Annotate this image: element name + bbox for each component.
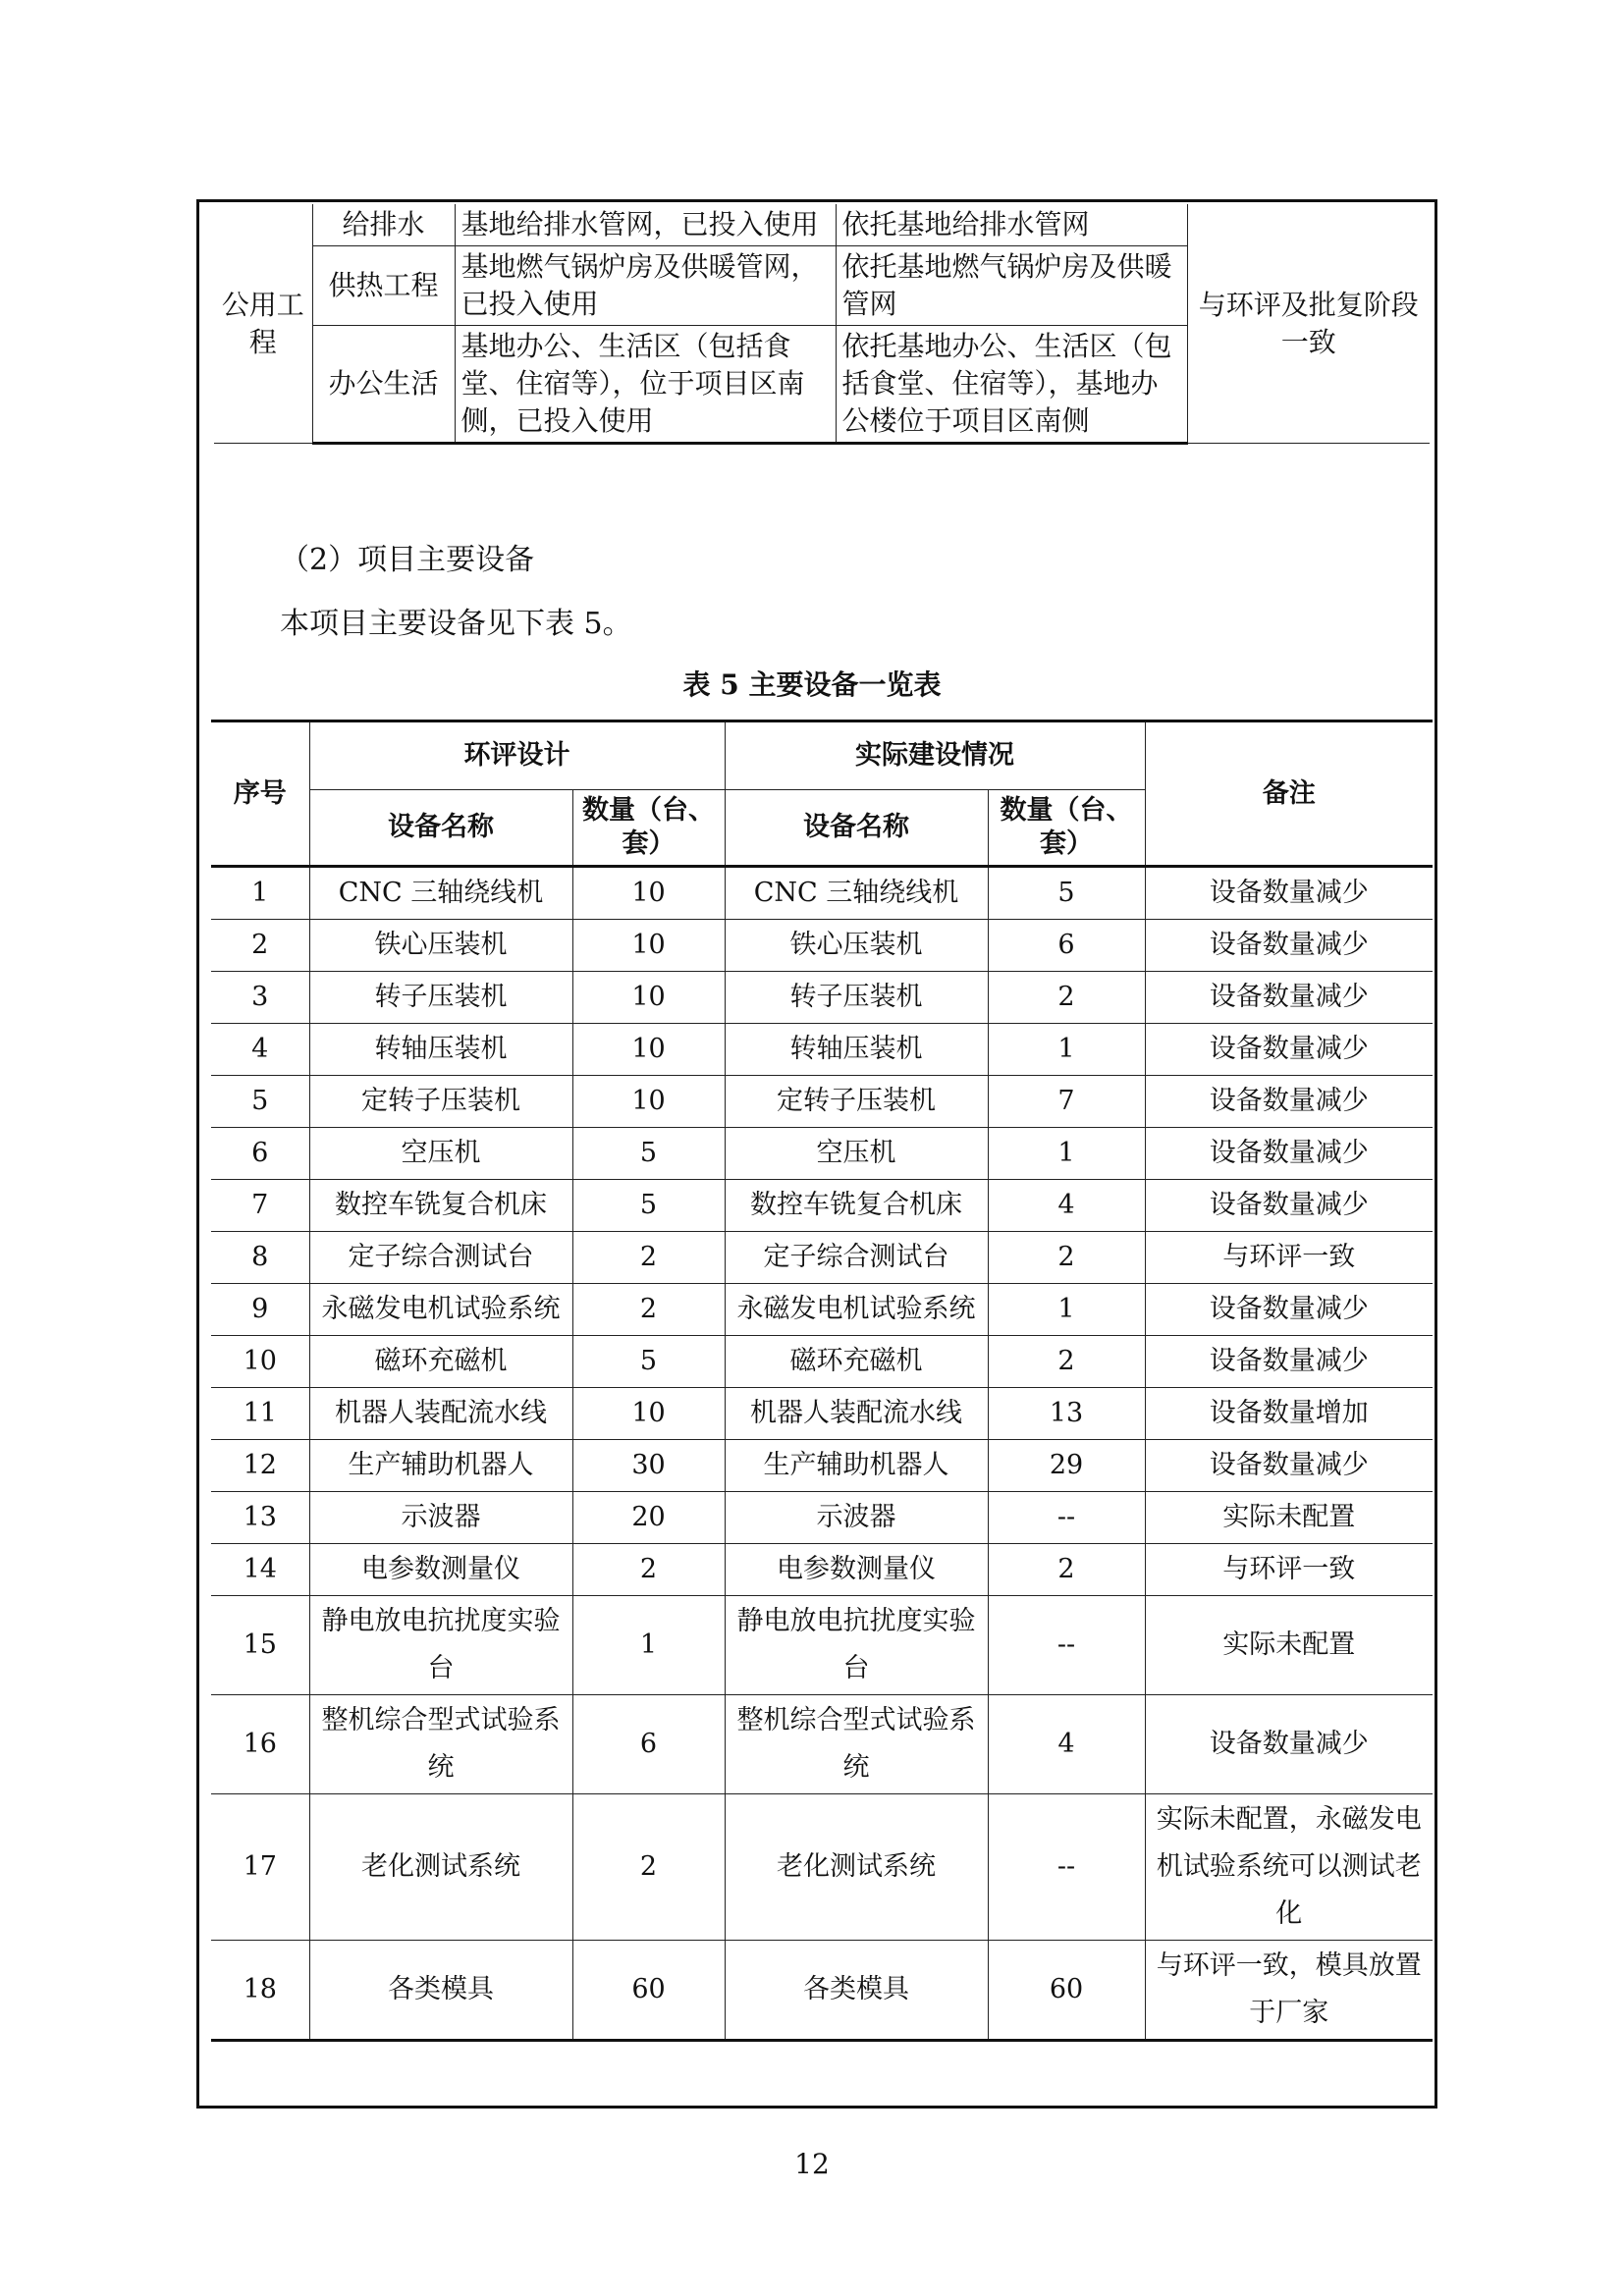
remark-cell: 与环评一致 [1145,1232,1433,1284]
actual-qty-cell: -- [988,1596,1145,1695]
remark-cell: 设备数量减少 [1145,1695,1433,1794]
actual-qty-cell: 5 [988,867,1145,920]
remark-cell: 设备数量减少 [1145,1024,1433,1076]
design-qty-cell: 2 [572,1232,725,1284]
remark-cell: 设备数量减少 [1145,1336,1433,1388]
remark-cell: 设备数量减少 [1145,920,1433,972]
design-qty-cell: 5 [572,1128,725,1180]
actual-qty-cell: 1 [988,1128,1145,1180]
actual-name-cell: 整机综合型式试验系统 [725,1695,988,1794]
actual-qty-cell: -- [988,1492,1145,1544]
remark-cell: 设备数量减少 [1145,1180,1433,1232]
item-cell: 办公生活 [312,326,455,444]
table-row [214,204,1430,246]
design-name-cell: 定转子压装机 [309,1076,572,1128]
actual-cell: 依托基地办公、生活区（包括食堂、住宿等），基地办公楼位于项目区南侧 [836,326,1187,444]
design-qty-cell: 2 [572,1544,725,1596]
actual-qty-cell: 60 [988,1941,1145,2041]
design-cell: 基地办公、生活区（包括食堂、住宿等），位于项目区南侧，已投入使用 [455,326,836,444]
remark-cell: 实际未配置 [1145,1492,1433,1544]
design-qty-cell: 10 [572,1076,725,1128]
design-name-cell: 永磁发电机试验系统 [309,1284,572,1336]
table-row [211,1596,1433,1695]
table-row [211,867,1433,920]
actual-qty-cell: 4 [988,1695,1145,1794]
seq-cell: 3 [211,972,309,1024]
header-design-name: 设备名称 [309,790,572,867]
actual-name-cell: 示波器 [725,1492,988,1544]
design-name-cell: CNC 三轴绕线机 [309,867,572,920]
design-name-cell: 各类模具 [309,1941,572,2041]
remark-cell: 实际未配置 [1145,1596,1433,1695]
actual-name-cell: 转子压装机 [725,972,988,1024]
remark-cell: 与环评一致，模具放置于厂家 [1145,1941,1433,2041]
seq-cell: 8 [211,1232,309,1284]
seq-cell: 11 [211,1388,309,1440]
actual-name-cell: 数控车铣复合机床 [725,1180,988,1232]
section-heading: （2）项目主要设备 [280,543,535,577]
actual-qty-cell: 2 [988,972,1145,1024]
table-row [211,920,1433,972]
seq-cell: 7 [211,1180,309,1232]
remark-cell: 设备数量减少 [1145,1128,1433,1180]
table-row [211,1440,1433,1492]
actual-qty-cell: 2 [988,1544,1145,1596]
design-cell: 基地给排水管网，已投入使用 [455,204,836,246]
actual-qty-cell: 1 [988,1024,1145,1076]
actual-qty-cell: 2 [988,1336,1145,1388]
actual-name-cell: CNC 三轴绕线机 [725,867,988,920]
seq-cell: 14 [211,1544,309,1596]
actual-name-cell: 电参数测量仪 [725,1544,988,1596]
table-row [211,1336,1433,1388]
table-row [211,972,1433,1024]
design-name-cell: 转轴压装机 [309,1024,572,1076]
actual-name-cell: 定子综合测试台 [725,1232,988,1284]
actual-qty-cell: -- [988,1794,1145,1941]
actual-qty-cell: 1 [988,1284,1145,1336]
remark-cell: 设备数量减少 [1145,867,1433,920]
table-row [211,1128,1433,1180]
actual-qty-cell: 29 [988,1440,1145,1492]
remark-cell: 设备数量减少 [1145,1440,1433,1492]
design-name-cell: 磁环充磁机 [309,1336,572,1388]
actual-qty-cell: 2 [988,1232,1145,1284]
seq-cell: 10 [211,1336,309,1388]
table-row [211,1544,1433,1596]
public-works-remark: 与环评及批复阶段一致 [1187,204,1430,444]
design-qty-cell: 2 [572,1794,725,1941]
item-cell: 给排水 [312,204,455,246]
design-qty-cell: 30 [572,1440,725,1492]
header-actual-name: 设备名称 [725,790,988,867]
actual-name-cell: 静电放电抗扰度实验台 [725,1596,988,1695]
design-qty-cell: 6 [572,1695,725,1794]
actual-name-cell: 转轴压装机 [725,1024,988,1076]
design-qty-cell: 5 [572,1180,725,1232]
table-row [211,1388,1433,1440]
seq-cell: 9 [211,1284,309,1336]
remark-cell: 设备数量减少 [1145,1076,1433,1128]
page-number: 12 [794,2148,830,2180]
design-qty-cell: 10 [572,972,725,1024]
design-name-cell: 电参数测量仪 [309,1544,572,1596]
table-caption: 表 5 主要设备一览表 [682,668,942,701]
header-row [211,721,1433,790]
header-design-qty: 数量（台、套） [572,790,725,867]
header-design-group: 环评设计 [309,721,725,790]
seq-cell: 12 [211,1440,309,1492]
actual-name-cell: 永磁发电机试验系统 [725,1284,988,1336]
seq-cell: 18 [211,1941,309,2041]
table-row [211,1076,1433,1128]
design-qty-cell: 1 [572,1596,725,1695]
design-qty-cell: 10 [572,867,725,920]
actual-cell: 依托基地给排水管网 [836,204,1187,246]
header-remark: 备注 [1145,721,1433,867]
actual-cell: 依托基地燃气锅炉房及供暖管网 [836,246,1187,326]
actual-name-cell: 老化测试系统 [725,1794,988,1941]
design-qty-cell: 10 [572,1388,725,1440]
equipment-table-body [211,867,1433,2041]
actual-qty-cell: 6 [988,920,1145,972]
seq-cell: 16 [211,1695,309,1794]
table-row [211,1492,1433,1544]
remark-cell: 设备数量增加 [1145,1388,1433,1440]
actual-name-cell: 生产辅助机器人 [725,1440,988,1492]
table-row [211,1941,1433,2041]
remark-cell: 设备数量减少 [1145,972,1433,1024]
actual-name-cell: 机器人装配流水线 [725,1388,988,1440]
seq-cell: 15 [211,1596,309,1695]
actual-name-cell: 空压机 [725,1128,988,1180]
seq-cell: 6 [211,1128,309,1180]
remark-cell: 实际未配置，永磁发电机试验系统可以测试老化 [1145,1794,1433,1941]
seq-cell: 4 [211,1024,309,1076]
design-name-cell: 生产辅助机器人 [309,1440,572,1492]
seq-cell: 17 [211,1794,309,1941]
header-actual-qty: 数量（台、套） [988,790,1145,867]
table-row [211,1180,1433,1232]
table-row [211,1794,1433,1941]
design-name-cell: 空压机 [309,1128,572,1180]
table-row [211,1232,1433,1284]
equipment-table [211,720,1433,2042]
actual-qty-cell: 13 [988,1388,1145,1440]
remark-cell: 设备数量减少 [1145,1284,1433,1336]
seq-cell: 1 [211,867,309,920]
seq-cell: 13 [211,1492,309,1544]
section-intro: 本项目主要设备见下表 5。 [280,607,632,641]
design-name-cell: 整机综合型式试验系统 [309,1695,572,1794]
actual-name-cell: 各类模具 [725,1941,988,2041]
design-name-cell: 静电放电抗扰度实验台 [309,1596,572,1695]
design-name-cell: 转子压装机 [309,972,572,1024]
design-name-cell: 数控车铣复合机床 [309,1180,572,1232]
actual-name-cell: 定转子压装机 [725,1076,988,1128]
design-qty-cell: 2 [572,1284,725,1336]
header-seq: 序号 [211,721,309,867]
header-actual-group: 实际建设情况 [725,721,1145,790]
item-cell: 供热工程 [312,246,455,326]
actual-name-cell: 铁心压装机 [725,920,988,972]
table-row [211,1695,1433,1794]
design-name-cell: 老化测试系统 [309,1794,572,1941]
design-name-cell: 示波器 [309,1492,572,1544]
table-row [211,1024,1433,1076]
design-name-cell: 定子综合测试台 [309,1232,572,1284]
design-qty-cell: 5 [572,1336,725,1388]
design-qty-cell: 10 [572,920,725,972]
actual-qty-cell: 4 [988,1180,1145,1232]
actual-qty-cell: 7 [988,1076,1145,1128]
design-name-cell: 铁心压装机 [309,920,572,972]
actual-name-cell: 磁环充磁机 [725,1336,988,1388]
design-qty-cell: 20 [572,1492,725,1544]
public-works-table [214,204,1430,445]
design-qty-cell: 60 [572,1941,725,2041]
design-name-cell: 机器人装配流水线 [309,1388,572,1440]
design-qty-cell: 10 [572,1024,725,1076]
design-cell: 基地燃气锅炉房及供暖管网，已投入使用 [455,246,836,326]
seq-cell: 5 [211,1076,309,1128]
seq-cell: 2 [211,920,309,972]
public-works-group-label: 公用工程 [214,204,312,444]
remark-cell: 与环评一致 [1145,1544,1433,1596]
table-row [211,1284,1433,1336]
